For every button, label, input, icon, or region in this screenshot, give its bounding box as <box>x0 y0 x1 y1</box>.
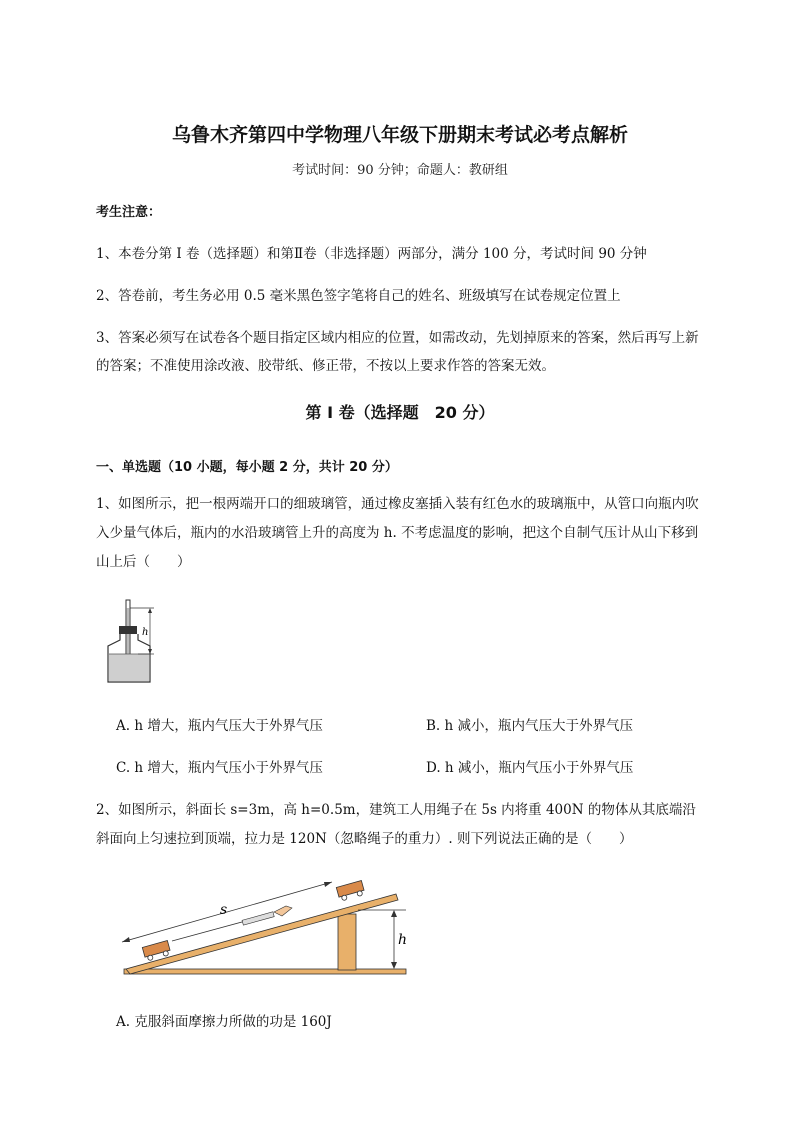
notice-item-1: 1、本卷分第 I 卷（选择题）和第Ⅱ卷（非选择题）两部分，满分 100 分，考试时间 90 分钟 <box>96 246 647 262</box>
section-title: 第 I 卷（选择题 20 分） <box>305 403 495 422</box>
incline-figure <box>114 870 414 980</box>
notice-item-2: 2、答卷前，考生务必用 0.5 毫米黑色签字笔将自己的姓名、班级填写在试卷规定位置上 <box>96 288 621 304</box>
figure-label-h2: h <box>398 932 408 948</box>
question-1-stem: 1、如图所示，把一根两端开口的细玻璃管，通过橡皮塞插入装有红色水的玻璃瓶中，从管口向瓶内吹入少量气体后，瓶内的水沿玻璃管上升的高度为 h. 不考虑温度的影响，把这个自制气压计从山下移到山上后（ ） <box>96 496 699 570</box>
barometer-figure <box>104 598 166 686</box>
page-title: 乌鲁木齐第四中学物理八年级下册期末考试必考点解析 <box>171 124 628 146</box>
notice-item-3: 3、答案必须写在试卷各个题目指定区域内相应的位置，如需改动，先划掉原来的答案，然后再写上新的答案；不准使用涂改液、胶带纸、修正带，不按以上要求作答的答案无效。 <box>96 330 699 374</box>
question-2-stem: 2、如图所示，斜面长 s=3m，高 h=0.5m，建筑工人用绳子在 5s 内将重 400N 的物体从其底端沿斜面向上匀速拉到顶端，拉力是 120N（忽略绳子的重力）. 则下列说法正确的是（ ） <box>96 802 696 847</box>
figure-label-h: h <box>142 627 149 638</box>
exam-info: 考试时间：90 分钟；命题人：教研组 <box>292 163 508 178</box>
question-1-option-d: D. h 减小，瓶内气压小于外界气压 <box>426 760 634 776</box>
question-1-option-b: B. h 减小，瓶内气压大于外界气压 <box>426 718 633 734</box>
question-1-option-a: A. h 增大，瓶内气压大于外界气压 <box>116 718 323 734</box>
part-heading: 一、单选题（10 小题，每小题 2 分，共计 20 分） <box>96 460 398 475</box>
figure-label-s: s <box>220 902 228 918</box>
question-2-option-a: A. 克服斜面摩擦力所做的功是 160J <box>116 1014 332 1030</box>
notice-heading: 考生注意： <box>96 205 162 220</box>
question-1-option-c: C. h 增大，瓶内气压小于外界气压 <box>116 760 323 776</box>
